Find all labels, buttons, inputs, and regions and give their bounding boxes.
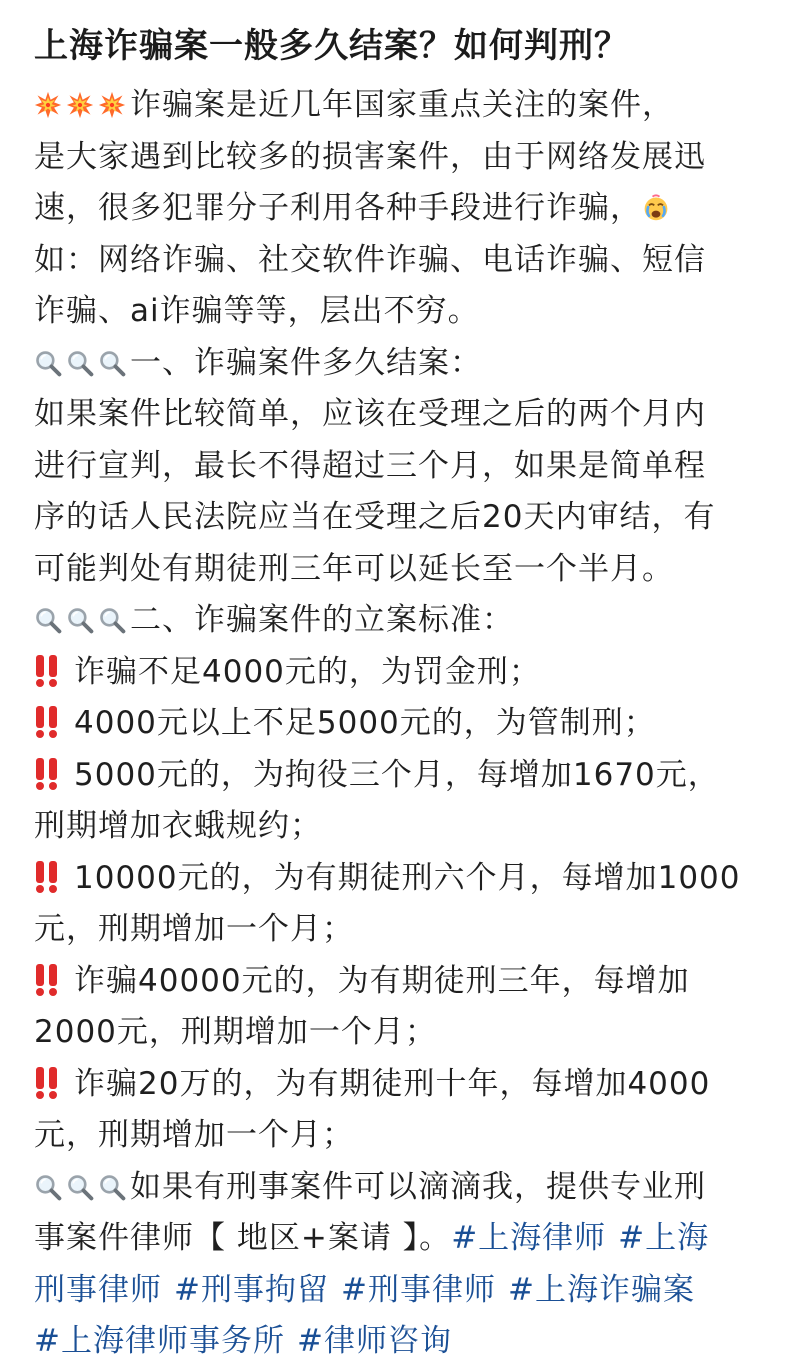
explosion-icon	[34, 91, 62, 119]
post-title: 上海诈骗案一般多久结案？如何判刑？	[34, 26, 629, 66]
section-heading	[34, 595, 766, 647]
double-exclamation-icon	[34, 757, 60, 791]
body-line: 如果案件比较简单，应该在受理之后的两个月内	[34, 396, 706, 432]
contact-line	[34, 1162, 766, 1214]
section-heading	[34, 338, 766, 390]
standard-item	[34, 647, 766, 699]
standard-item-text: 4000元以上不足5000元的，为管制刑；	[74, 705, 656, 741]
body-text: 速，很多犯罪分子利用各种手段进行诈骗，	[34, 190, 642, 226]
contact-line	[34, 1213, 766, 1265]
magnifier-icon	[66, 606, 94, 634]
standard-item	[34, 956, 766, 1008]
standard-item	[34, 853, 766, 905]
hashtag-link[interactable]: #上海律师事务所	[34, 1323, 285, 1359]
intro-line	[34, 80, 766, 132]
double-exclamation-icon	[34, 860, 60, 894]
hashtag-line	[34, 1316, 766, 1368]
body-line: 进行宣判，最长不得超过三个月，如果是简单程	[34, 447, 706, 484]
hashtag-link[interactable]: 刑事律师	[34, 1271, 162, 1308]
standard-item	[34, 1059, 766, 1111]
double-exclamation-icon	[34, 654, 60, 688]
standard-item	[34, 698, 766, 750]
section-heading-text: 二、诈骗案件的立案标准：	[130, 602, 514, 638]
magnifier-icon	[98, 606, 126, 634]
crying-face-icon	[642, 194, 670, 222]
section-heading-text: 一、诈骗案件多久结案：	[130, 344, 482, 381]
double-exclamation-icon	[34, 1066, 60, 1100]
contact-text: 如果有刑事案件可以滴滴我，提供专业刑	[130, 1168, 706, 1205]
magnifier-icon	[98, 349, 126, 377]
hashtag-link[interactable]: #上海	[618, 1220, 710, 1256]
body-line: 诈骗、ai诈骗等等，层出不穷。	[34, 293, 480, 329]
body-line: 刑期增加衣蛾规约；	[34, 808, 322, 844]
intro-text: 诈骗案是近几年国家重点关注的案件，	[130, 87, 674, 123]
explosion-icon	[98, 91, 126, 119]
double-exclamation-icon	[34, 705, 60, 739]
magnifier-icon	[34, 1173, 62, 1201]
magnifier-icon	[34, 349, 62, 377]
body-line: 序的话人民法院应当在受理之后20天内审结，有	[34, 499, 716, 535]
body-line: 元，刑期增加一个月；	[34, 911, 354, 947]
standard-item	[34, 750, 766, 802]
body-line: 如：网络诈骗、社交软件诈骗、电话诈骗、短信	[34, 241, 706, 278]
hashtag-link[interactable]: #上海律师	[451, 1220, 607, 1256]
standard-item-text: 诈骗20万的，为有期徒刑十年，每增加4000	[74, 1065, 711, 1102]
standard-item-text: 5000元的，为拘役三个月，每增加1670元，	[74, 756, 720, 793]
body-line: 2000元，刑期增加一个月；	[34, 1014, 437, 1050]
explosion-icon	[66, 91, 94, 119]
hashtag-link[interactable]: #刑事律师	[340, 1271, 496, 1308]
standard-item-text: 10000元的，为有期徒刑六个月，每增加1000	[74, 859, 741, 896]
contact-text: 事案件律师【 地区+案请 】。	[34, 1220, 452, 1256]
standard-item-text: 诈骗40000元的，为有期徒刑三年，每增加	[74, 962, 690, 999]
magnifier-icon	[34, 606, 62, 634]
magnifier-icon	[66, 1173, 94, 1201]
body-line: 元，刑期增加一个月；	[34, 1117, 354, 1153]
hashtag-line	[34, 1265, 766, 1317]
double-exclamation-icon	[34, 963, 60, 997]
body-line	[34, 183, 766, 235]
magnifier-icon	[98, 1173, 126, 1201]
magnifier-icon	[66, 349, 94, 377]
hashtag-link[interactable]: #刑事拘留	[174, 1271, 329, 1308]
standard-item-text: 诈骗不足4000元的，为罚金刑；	[74, 653, 541, 690]
body-line: 可能判处有期徒刑三年可以延长至一个半月。	[34, 550, 674, 587]
body-line: 是大家遇到比较多的损害案件，由于网络发展迅	[34, 138, 706, 175]
hashtag-link[interactable]: #上海诈骗案	[507, 1271, 695, 1308]
hashtag-link[interactable]: #律师咨询	[296, 1323, 452, 1359]
